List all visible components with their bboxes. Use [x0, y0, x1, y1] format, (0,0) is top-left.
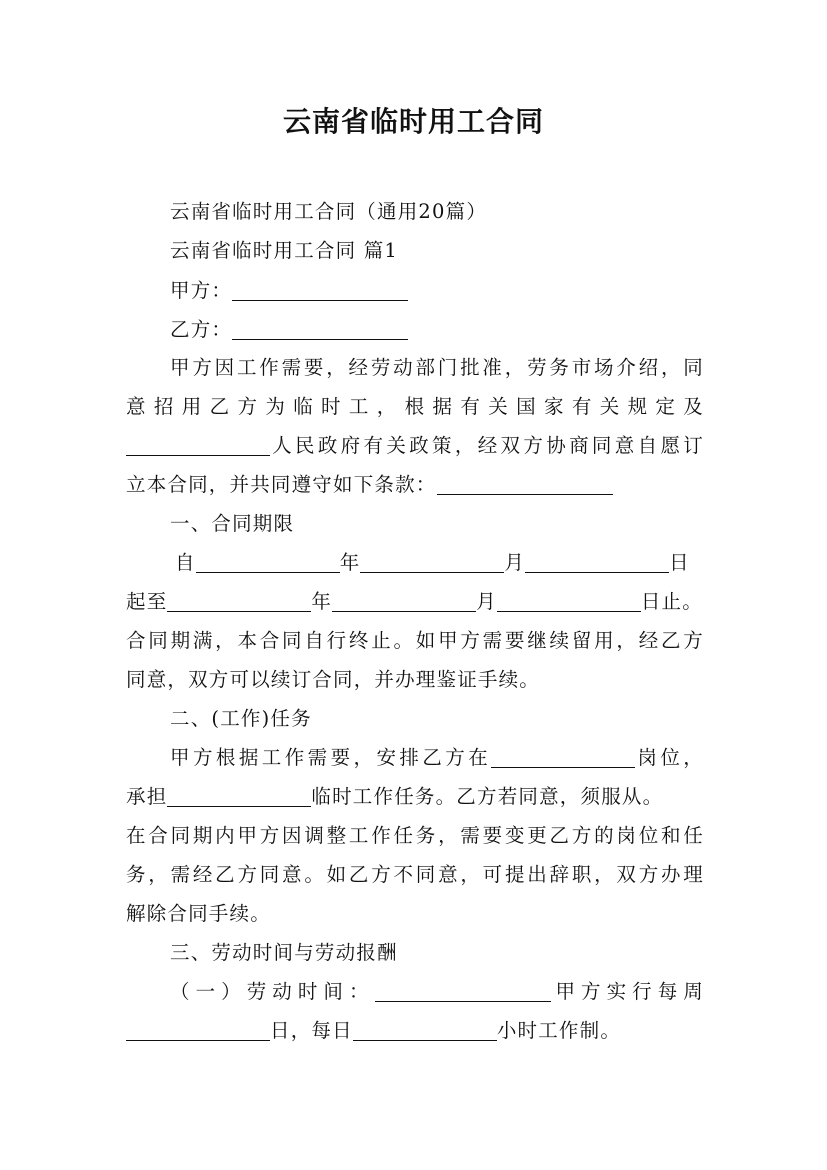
section-heading-3: 三、劳动时间与劳动报酬 [170, 941, 398, 964]
section-heading-pian1: 云南省临时用工合同 篇1 [170, 239, 399, 262]
document-title: 云南省临时用工合同 [282, 105, 544, 138]
paragraph-line [170, 744, 704, 772]
date-text: 起至 [126, 590, 168, 613]
paragraph-line: 意招用乙方为临时工，根据有关国家有关规定及 [126, 395, 704, 418]
paragraph-line [170, 978, 704, 1006]
party-a-line [170, 277, 704, 305]
date-text: 日止。 [640, 590, 703, 613]
paragraph-text: 日，每日 [270, 1019, 353, 1042]
paragraph-text: （一）劳动时间： [170, 980, 375, 1003]
date-blank [332, 591, 476, 612]
paragraph-line [126, 471, 704, 499]
party-b-label: 乙方： [170, 318, 233, 341]
paragraph-text: 甲方实行每周 [550, 980, 705, 1003]
paragraph-text: 岗位， [635, 746, 704, 769]
date-text: 自 [175, 551, 196, 574]
paragraph-line: 务，需经乙方同意。如乙方不同意，可提出辞职，双方办理 [126, 863, 704, 886]
date-blank [497, 591, 641, 612]
paragraph-line: 合同期满，本合同自行终止。如甲方需要继续留用，经乙方 [126, 629, 704, 652]
section-heading-2: 二、(工作)任务 [170, 707, 312, 730]
blank-line [491, 747, 635, 768]
party-a-blank [232, 280, 408, 301]
blank-line [437, 474, 613, 495]
date-blank [360, 552, 504, 573]
date-to-line [126, 588, 704, 616]
party-b-line [170, 316, 704, 344]
paragraph-line: 在合同期内甲方因调整工作任务，需要变更乙方的岗位和任 [126, 824, 704, 847]
paragraph-line [126, 432, 704, 460]
date-text: 月 [504, 551, 526, 574]
date-text: 月 [476, 590, 497, 613]
paragraph-line: 同意，双方可以续订合同，并办理鉴证手续。 [126, 668, 541, 691]
date-blank [167, 591, 311, 612]
paragraph-line [126, 783, 704, 811]
party-b-blank [232, 319, 408, 340]
blank-line [353, 1020, 497, 1041]
date-blank [196, 552, 340, 573]
paragraph-text: 小时工作制。 [496, 1019, 622, 1042]
party-a-label: 甲方： [170, 279, 233, 302]
date-blank [525, 552, 669, 573]
date-text: 日 [669, 551, 690, 574]
date-text: 年 [339, 551, 361, 574]
paragraph-text: 承担 [126, 785, 168, 808]
paragraph-line [126, 1017, 704, 1045]
blank-line [167, 786, 311, 807]
paragraph-text: 临时工作任务。乙方若同意，须服从。 [311, 785, 664, 808]
paragraph-text: 立本合同，并共同遵守如下条款： [126, 473, 437, 496]
paragraph-text: 甲方根据工作需要，安排乙方在 [170, 746, 492, 769]
paragraph-text: 人民政府有关政策，经双方协商同意自愿订 [270, 434, 704, 457]
blank-line [126, 435, 270, 456]
subtitle-line: 云南省临时用工合同（通用20篇） [170, 200, 488, 223]
blank-line [126, 1020, 270, 1041]
paragraph-line: 甲方因工作需要，经劳动部门批准，劳务市场介绍，同 [170, 356, 704, 379]
date-from-line [175, 549, 753, 577]
section-heading-1: 一、合同期限 [170, 512, 295, 535]
paragraph-line: 解除合同手续。 [126, 902, 271, 925]
blank-line [375, 981, 551, 1002]
date-text: 年 [311, 590, 333, 613]
